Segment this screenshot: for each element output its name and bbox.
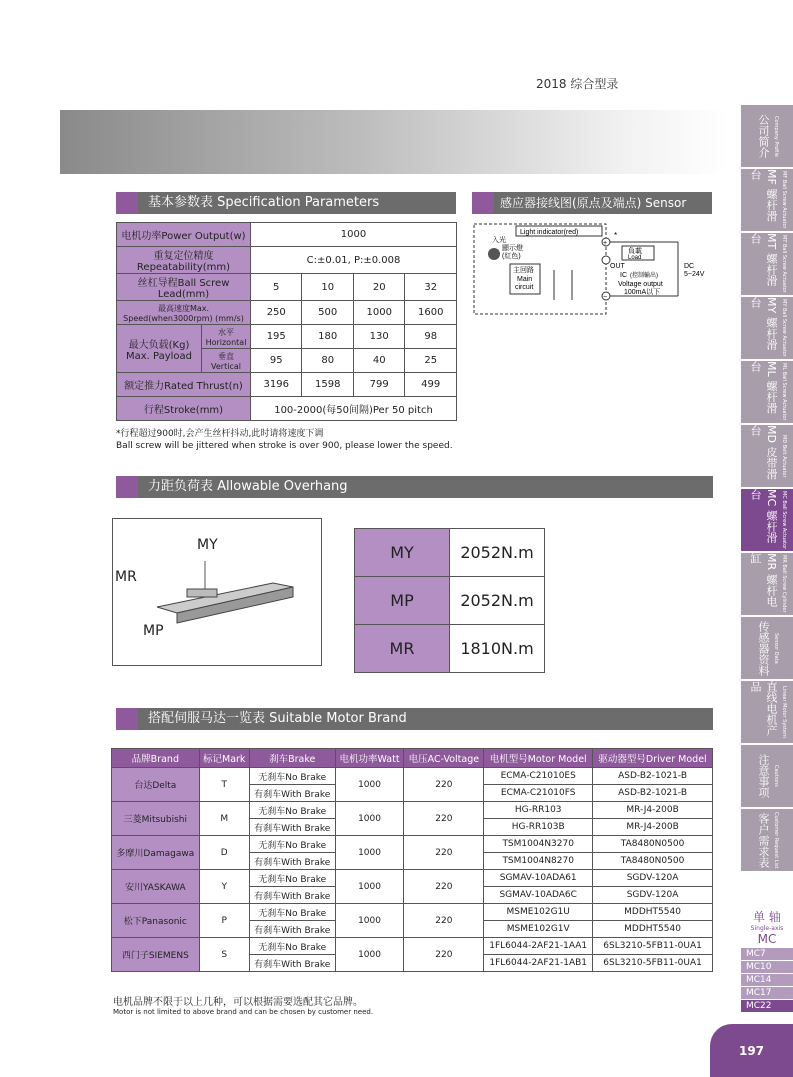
overhang-section-header (116, 476, 713, 498)
vertical-value: 40 (353, 349, 404, 373)
overhang-illustration (112, 518, 322, 666)
mark-cell: D (199, 836, 249, 870)
tab-label-en: Cautions (773, 765, 779, 787)
speed-value: 500 (302, 301, 353, 325)
brake-cell: 有刹车With Brake (249, 785, 335, 802)
payload-label-en: Max. Payload (125, 350, 193, 362)
driver-model-cell: ASD-B2-1021-B (593, 768, 713, 785)
model-item-mc7[interactable]: MC7 (741, 948, 793, 960)
brake-cell: 无刹车No Brake (249, 938, 335, 955)
header-voltage: 电压AC-Voltage (404, 749, 484, 768)
load-en: Load (628, 255, 642, 261)
tab-label-zh: 注意事项 (757, 754, 770, 798)
sidebar-tab-md[interactable] (741, 425, 793, 489)
my-label: MY (197, 537, 218, 553)
driver-model-cell: MDDHT5540 (593, 904, 713, 921)
voltage-cell: 220 (404, 904, 484, 938)
horizontal-label: 水平Horizontal (202, 325, 251, 349)
tab-label-zh: 客户需求表 (757, 812, 770, 868)
driver-model-cell: TA8480N0500 (593, 853, 713, 870)
watt-cell: 1000 (335, 904, 404, 938)
sidebar-tab-mc[interactable] (741, 489, 793, 553)
tab-label-en: MY Ball Screw Actuator (781, 299, 787, 357)
brake-cell: 有刹车With Brake (249, 887, 335, 904)
brake-cell: 有刹车With Brake (249, 853, 335, 870)
stroke-value: 100-2000(每50间隔)Per 50 pitch (251, 397, 457, 421)
speed-value: 250 (251, 301, 302, 325)
voltage-cell: 220 (404, 836, 484, 870)
page-number: 197 (710, 1024, 793, 1077)
header-brand: 品牌Brand (112, 749, 200, 768)
power-label: 电机功率Power Output(w) (117, 223, 251, 247)
driver-model-cell: SGDV-120A (593, 870, 713, 887)
brake-cell: 有刹车With Brake (249, 819, 335, 836)
repeatability-value: C:±0.01, P:±0.008 (251, 247, 457, 274)
sidebar-tab-customer-request[interactable] (741, 809, 793, 873)
motor-model-cell: SGMAV-10ADA61 (484, 870, 593, 887)
speed-label: 最高速度Max. Speed(when3000rpm) (mm/s) (117, 301, 251, 325)
model-item-mc17[interactable]: MC17 (741, 987, 793, 999)
mark-cell: S (199, 938, 249, 972)
main-circuit-en-1: Main (517, 276, 533, 283)
brake-cell: 无刹车No Brake (249, 904, 335, 921)
tab-label-zh: MT 螺杆滑台 (749, 233, 778, 286)
overhang-row (355, 625, 545, 673)
single-axis-en: Single-axis (750, 925, 784, 932)
vertical-value: 25 (405, 349, 457, 373)
light-zh-2: 顯示燈 (502, 245, 523, 252)
brand-cell: 西门子SIEMENS (112, 938, 200, 972)
model-item-mc10[interactable]: MC10 (741, 961, 793, 973)
ic-label: IC (620, 272, 627, 279)
tab-label-en: MC Ball Screw Actuator (781, 490, 787, 550)
motor-model-cell: ECMA-C21010FS (484, 785, 593, 802)
led-icon (488, 248, 500, 260)
load-zh: 負載 (628, 248, 642, 255)
payload-label-zh: 最大负载(Kg) (128, 339, 190, 351)
voltage-cell: 220 (404, 802, 484, 836)
tab-label-zh: 直线电机产品 (749, 681, 778, 736)
out-label: OUT (610, 263, 625, 270)
sidebar-tab-mt[interactable] (741, 233, 793, 297)
model-item-mc22[interactable]: MC22 (741, 1000, 793, 1012)
sidebar-tab-mr[interactable] (741, 553, 793, 617)
spec-note (116, 428, 453, 452)
section-marker (116, 476, 138, 498)
brake-cell: 有刹车With Brake (249, 921, 335, 938)
brake-cell: 无刹车No Brake (249, 836, 335, 853)
thrust-label: 额定推力Rated Thrust(n) (117, 373, 251, 397)
motor-table (111, 748, 713, 972)
vertical-label: 垂直Vertical (202, 349, 251, 373)
motor-model-cell: TSM1004N3270 (484, 836, 593, 853)
header-motor-model: 电机型号Motor Model (484, 749, 593, 768)
light-zh-3: (紅色) (502, 253, 521, 260)
ic-zh-label: (控制輸出) (630, 273, 658, 279)
brand-cell: 安川YASKAWA (112, 870, 200, 904)
actuator-drawing (143, 559, 303, 629)
overhang-name: MY (355, 529, 450, 577)
motor-model-cell: MSME102G1V (484, 921, 593, 938)
motor-note-en: Motor is not limited to above brand and can be chosen by customer need. (113, 1008, 374, 1016)
speed-value: 1600 (405, 301, 457, 325)
lead-value: 5 (251, 274, 302, 301)
minus-label: − (603, 294, 608, 301)
vertical-value: 95 (251, 349, 302, 373)
thrust-value: 1598 (302, 373, 353, 397)
motor-model-cell: ECMA-C21010ES (484, 768, 593, 785)
power-value: 1000 (251, 223, 457, 247)
brand-cell: 台达Delta (112, 768, 200, 802)
tab-label-zh: MD 皮带滑台 (749, 425, 778, 480)
thrust-value: 3196 (251, 373, 302, 397)
brake-cell: 无刹车No Brake (249, 870, 335, 887)
tab-label-zh: 公司简介 (757, 114, 770, 158)
model-item-mc14[interactable]: MC14 (741, 974, 793, 986)
brand-cell: 松下Panasonic (112, 904, 200, 938)
spec-table (116, 222, 457, 421)
brand-cell: 三菱Mitsubishi (112, 802, 200, 836)
watt-cell: 1000 (335, 870, 404, 904)
overhang-name: MP (355, 577, 450, 625)
sensor-section-header (472, 192, 712, 232)
sensor-wiring-diagram (472, 220, 712, 320)
sidebar-tab-company[interactable] (741, 105, 793, 169)
tab-label-en: MF Ball Screw Actuator (781, 171, 787, 229)
motor-model-cell: HG-RR103B (484, 819, 593, 836)
driver-model-cell: ASD-B2-1021-B (593, 785, 713, 802)
series-label: MC (757, 932, 777, 946)
sidebar-tab-ml[interactable] (741, 361, 793, 425)
motor-model-cell: 1FL6044-2AF21-1AA1 (484, 938, 593, 955)
tab-label-zh: 传感器资料 (757, 620, 770, 676)
header-banner (60, 110, 728, 174)
overhang-section-title: 力距负荷表 Allowable Overhang (148, 479, 348, 494)
brake-cell: 无刹车No Brake (249, 768, 335, 785)
brand-cell: 多摩川Damagawa (112, 836, 200, 870)
terminal-out (602, 256, 610, 264)
motor-model-cell: MSME102G1U (484, 904, 593, 921)
overhang-value: 2052N.m (450, 529, 545, 577)
thrust-value: 799 (353, 373, 404, 397)
tab-label-en: Customer Request List (773, 811, 779, 869)
thrust-value: 499 (405, 373, 457, 397)
tab-label-en: Linear Motor System (781, 686, 787, 738)
dc-range-label: 5~24V (684, 271, 705, 278)
overhang-table (354, 528, 545, 673)
driver-model-cell: 6SL3210-5FB11-0UA1 (593, 955, 713, 972)
sidebar-tab-mf[interactable] (741, 169, 793, 233)
voltage-cell: 220 (404, 938, 484, 972)
header-mark: 标记Mark (199, 749, 249, 768)
single-axis-zh: 单 轴 (753, 910, 781, 924)
motor-model-cell: SGMAV-10ADA6C (484, 887, 593, 904)
overhang-value: 1810N.m (450, 625, 545, 673)
section-marker (472, 192, 494, 214)
single-axis-box (741, 908, 793, 1013)
driver-model-cell: 6SL3210-5FB11-0UA1 (593, 938, 713, 955)
watt-cell: 1000 (335, 768, 404, 802)
voltage-label: Voltage output (618, 281, 663, 288)
vertical-value: 80 (302, 349, 353, 373)
driver-model-cell: SGDV-120A (593, 887, 713, 904)
tab-label-zh: MF 螺杆滑台 (749, 169, 778, 222)
speed-value: 1000 (353, 301, 404, 325)
main-circuit-zh: 主回路 (513, 267, 534, 274)
motor-note (113, 993, 373, 1016)
motor-section-header (116, 708, 713, 730)
overhang-value: 2052N.m (450, 577, 545, 625)
tab-label-zh: MY 螺杆滑台 (749, 297, 778, 350)
sidebar-tab-my[interactable] (741, 297, 793, 361)
dc-label: DC (684, 263, 695, 270)
motor-model-cell: 1FL6044-2AF21-1AB1 (484, 955, 593, 972)
motor-note-zh: 电机品牌不限于以上几种，可以根据需要选配其它品牌。 (113, 997, 363, 1008)
table-row (112, 802, 713, 819)
main-circuit-en-2: circuit (515, 284, 534, 291)
overhang-row (355, 577, 545, 625)
overhang-row (355, 529, 545, 577)
table-row (112, 870, 713, 887)
watt-cell: 1000 (335, 802, 404, 836)
tab-label-en: MR Ball Screw Cylinder (781, 555, 787, 613)
section-marker (116, 192, 138, 214)
sidebar-tab-linear-motor[interactable] (741, 681, 793, 745)
plus-label: + (603, 240, 608, 247)
voltage-cell: 220 (404, 870, 484, 904)
tab-label-en: Sensor Data (773, 632, 779, 664)
tab-label-zh: ML 螺杆滑台 (749, 361, 778, 414)
sidebar-tab-cautions[interactable] (741, 745, 793, 809)
header-watt: 电机功率Watt (335, 749, 404, 768)
spec-note-zh: *行程超过900时,会产生丝杆抖动,此时请将速度下调 (116, 429, 324, 439)
driver-model-cell: MR-J4-200B (593, 802, 713, 819)
brake-cell: 有刹车With Brake (249, 955, 335, 972)
lead-value: 10 (302, 274, 353, 301)
spec-section-header (116, 192, 456, 214)
lead-label: 丝杠导程Ball Screw Lead(mm) (117, 274, 251, 301)
motor-model-cell: TSM1004N8270 (484, 853, 593, 870)
current-label: 100mA以下 (624, 289, 661, 296)
table-row (112, 768, 713, 785)
star-mark: * (614, 231, 618, 240)
horizontal-value: 180 (302, 325, 353, 349)
tab-label-en: MT Ball Screw Actuator (781, 235, 787, 293)
watt-cell: 1000 (335, 938, 404, 972)
header-brake: 刹车Brake (249, 749, 335, 768)
payload-label (117, 325, 202, 373)
lead-value: 32 (405, 274, 457, 301)
watt-cell: 1000 (335, 836, 404, 870)
horizontal-value: 130 (353, 325, 404, 349)
tab-label-en: Company Profile (773, 115, 779, 157)
header-driver-model: 驱动器型号Driver Model (593, 749, 713, 768)
mp-label: MP (143, 623, 164, 639)
driver-model-cell: MDDHT5540 (593, 921, 713, 938)
table-row (112, 938, 713, 955)
repeatability-label: 重复定位精度Repeatability(mm) (117, 247, 251, 274)
tab-label-zh: MR 螺杆电缸 (749, 553, 778, 607)
mark-cell: T (199, 768, 249, 802)
mark-cell: M (199, 802, 249, 836)
horizontal-value: 98 (405, 325, 457, 349)
tab-label-zh: MC 螺杆滑台 (749, 489, 778, 543)
tab-label-en: ML Ball Screw Actuator (781, 363, 787, 421)
lead-value: 20 (353, 274, 404, 301)
table-row (112, 836, 713, 853)
sensor-section-title: 感应器接线图(原点及端点) Sensor Layout (472, 196, 687, 232)
brake-cell: 无刹车No Brake (249, 802, 335, 819)
voltage-cell: 220 (404, 768, 484, 802)
overhang-name: MR (355, 625, 450, 673)
sidebar-tab-sensor[interactable] (741, 617, 793, 681)
mark-cell: P (199, 904, 249, 938)
carriage-icon (187, 589, 217, 597)
horizontal-value: 195 (251, 325, 302, 349)
driver-model-cell: TA8480N0500 (593, 836, 713, 853)
motor-section-title: 搭配伺服马达一览表 Suitable Motor Brand (148, 711, 407, 726)
table-row (112, 904, 713, 921)
driver-model-cell: MR-J4-200B (593, 819, 713, 836)
light-indicator-label: Light indicator(red) (520, 229, 579, 236)
motor-model-cell: HG-RR103 (484, 802, 593, 819)
tab-label-en: MD Belt Actuator (781, 434, 787, 478)
mr-label: MR (115, 569, 137, 585)
spec-section-title: 基本参数表 Specification Parameters (148, 195, 380, 210)
spec-note-en: Ball screw will be jittered when stroke is over 900, please lower the speed. (116, 441, 453, 451)
catalog-year-title: 2018 综合型录 (536, 77, 619, 91)
stroke-label: 行程Stroke(mm) (117, 397, 251, 421)
section-marker (116, 708, 138, 730)
light-zh-1: 入光 (492, 237, 506, 244)
mark-cell: Y (199, 870, 249, 904)
